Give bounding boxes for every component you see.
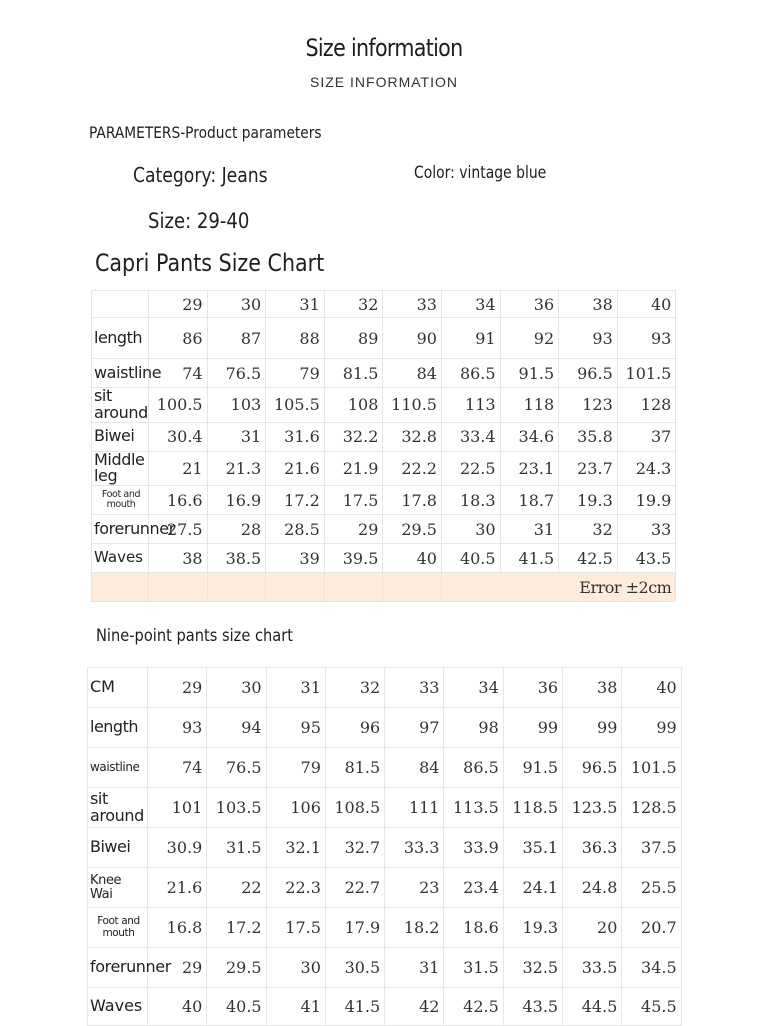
table-row <box>88 828 682 868</box>
table-cell: 91.5 <box>500 359 559 388</box>
table-cell: 22 <box>207 868 266 908</box>
table-cell: 32.2 <box>324 422 383 451</box>
table-cell: 84 <box>385 748 444 788</box>
table-cell: 31.5 <box>207 828 266 868</box>
table-cell: 32 <box>559 515 618 544</box>
table-cell: 103.5 <box>207 788 266 828</box>
size-header: 30 <box>207 668 266 708</box>
table-cell: 32.8 <box>383 422 442 451</box>
table-cell: 91 <box>441 318 500 359</box>
error-blank-cell <box>149 573 208 602</box>
table-cell: 99 <box>563 708 622 748</box>
table-row <box>88 708 682 748</box>
table-cell: 30.5 <box>325 948 384 988</box>
row-label: length <box>92 318 149 359</box>
table-row <box>88 748 682 788</box>
row-label <box>88 908 148 948</box>
table-cell: 17.2 <box>207 908 266 948</box>
row-label-text: Foot and mouth <box>97 915 140 939</box>
table-row <box>88 988 682 1026</box>
error-blank-cell <box>324 573 383 602</box>
error-row <box>92 573 676 602</box>
table-cell: 34.6 <box>500 422 559 451</box>
table-cell: 41 <box>266 988 325 1026</box>
table-cell: 33.5 <box>563 948 622 988</box>
capri-corner-cell <box>92 291 149 318</box>
table-cell: 101.5 <box>617 359 676 388</box>
table-row <box>92 544 676 573</box>
table-cell: 118 <box>500 388 559 423</box>
table-cell: 23.4 <box>444 868 503 908</box>
table-cell: 92 <box>500 318 559 359</box>
table-cell: 21.6 <box>148 868 207 908</box>
table-cell: 17.5 <box>266 908 325 948</box>
size-header: 40 <box>617 291 676 318</box>
table-cell: 101 <box>148 788 207 828</box>
table-cell: 93 <box>617 318 676 359</box>
capri-header-row <box>92 291 676 318</box>
size-header: 32 <box>325 668 384 708</box>
table-cell: 24.1 <box>503 868 562 908</box>
table-cell: 90 <box>383 318 442 359</box>
table-cell: 42 <box>385 988 444 1026</box>
table-cell: 29 <box>148 948 207 988</box>
table-cell: 17.2 <box>266 486 325 515</box>
row-label: Waves <box>88 988 148 1026</box>
table-cell: 35.8 <box>559 422 618 451</box>
table-cell: 38 <box>149 544 208 573</box>
capri-size-table <box>91 290 676 602</box>
table-cell: 22.2 <box>383 451 442 486</box>
table-cell: 30 <box>266 948 325 988</box>
table-cell: 16.8 <box>148 908 207 948</box>
table-cell: 113.5 <box>444 788 503 828</box>
table-row <box>92 318 676 359</box>
table-cell: 17.8 <box>383 486 442 515</box>
table-cell: 37 <box>617 422 676 451</box>
table-cell: 113 <box>441 388 500 423</box>
table-cell: 76.5 <box>207 748 266 788</box>
table-cell: 81.5 <box>325 748 384 788</box>
table-cell: 110.5 <box>383 388 442 423</box>
size-header: 36 <box>500 291 559 318</box>
table-cell: 36.3 <box>563 828 622 868</box>
table-cell: 17.9 <box>325 908 384 948</box>
table-cell: 44.5 <box>563 988 622 1026</box>
table-cell: 42.5 <box>559 544 618 573</box>
table-cell: 31.6 <box>266 422 325 451</box>
table-cell: 16.6 <box>149 486 208 515</box>
table-cell: 29.5 <box>207 948 266 988</box>
table-cell: 20.7 <box>622 908 681 948</box>
table-cell: 33.3 <box>385 828 444 868</box>
table-cell: 79 <box>266 748 325 788</box>
table-cell: 23.1 <box>500 451 559 486</box>
row-label: forerunner <box>92 515 149 544</box>
size-header: 32 <box>324 291 383 318</box>
table-cell: 41.5 <box>500 544 559 573</box>
table-cell: 33.4 <box>441 422 500 451</box>
table-cell: 95 <box>266 708 325 748</box>
error-blank-cell <box>207 573 266 602</box>
table-cell: 118.5 <box>503 788 562 828</box>
table-cell: 99 <box>622 708 681 748</box>
table-cell: 32.7 <box>325 828 384 868</box>
table-cell: 97 <box>385 708 444 748</box>
table-cell: 29 <box>324 515 383 544</box>
row-label: waistline <box>88 748 148 788</box>
table-row <box>88 868 682 908</box>
capri-chart-title: Capri Pants Size Chart <box>95 249 325 277</box>
table-cell: 30.4 <box>149 422 208 451</box>
category-label: Category: Jeans <box>133 163 268 187</box>
error-blank-cell <box>92 573 149 602</box>
table-cell: 20 <box>563 908 622 948</box>
table-cell: 76.5 <box>207 359 266 388</box>
table-cell: 31 <box>385 948 444 988</box>
table-cell: 40.5 <box>441 544 500 573</box>
table-cell: 35.1 <box>503 828 562 868</box>
table-cell: 24.8 <box>563 868 622 908</box>
table-cell: 18.3 <box>441 486 500 515</box>
table-cell: 96.5 <box>563 748 622 788</box>
table-cell: 31 <box>207 422 266 451</box>
table-cell: 39.5 <box>324 544 383 573</box>
table-row <box>92 388 676 423</box>
table-cell: 19.3 <box>559 486 618 515</box>
nine-point-size-table <box>87 667 682 1026</box>
table-cell: 21.6 <box>266 451 325 486</box>
table-cell: 99 <box>503 708 562 748</box>
row-label: Biwei <box>88 828 148 868</box>
table-cell: 30 <box>441 515 500 544</box>
table-cell: 86 <box>149 318 208 359</box>
table-cell: 108.5 <box>325 788 384 828</box>
size-header: 40 <box>622 668 681 708</box>
table-cell: 40 <box>383 544 442 573</box>
table-row <box>92 451 676 486</box>
nine-point-chart-title: Nine-point pants size chart <box>96 626 293 646</box>
table-cell: 106 <box>266 788 325 828</box>
table-cell: 41.5 <box>325 988 384 1026</box>
table-cell: 23 <box>385 868 444 908</box>
table-cell: 18.7 <box>500 486 559 515</box>
table-cell: 128 <box>617 388 676 423</box>
error-blank-cell <box>383 573 442 602</box>
page-subtitle: SIZE INFORMATION <box>310 74 458 90</box>
table-cell: 28 <box>207 515 266 544</box>
row-label: sit around <box>92 388 149 423</box>
size-header: 29 <box>149 291 208 318</box>
table-cell: 43.5 <box>617 544 676 573</box>
table-cell: 42.5 <box>444 988 503 1026</box>
table-cell: 86.5 <box>441 359 500 388</box>
table-cell: 74 <box>149 359 208 388</box>
table-cell: 28.5 <box>266 515 325 544</box>
table-cell: 93 <box>559 318 618 359</box>
size-header: 29 <box>148 668 207 708</box>
table-cell: 96.5 <box>559 359 618 388</box>
table-row <box>92 486 676 515</box>
row-label-text: Foot and mouth <box>101 489 141 511</box>
table-cell: 89 <box>324 318 383 359</box>
table-cell: 40.5 <box>207 988 266 1026</box>
error-note: Error ±2cm <box>441 573 675 602</box>
size-header: 34 <box>444 668 503 708</box>
page-title: Size information <box>305 34 463 62</box>
size-header: 34 <box>441 291 500 318</box>
table-cell: 31.5 <box>444 948 503 988</box>
nine-header-row <box>88 668 682 708</box>
error-blank-cell <box>266 573 325 602</box>
table-cell: 43.5 <box>503 988 562 1026</box>
table-cell: 128.5 <box>622 788 681 828</box>
table-cell: 32.1 <box>266 828 325 868</box>
size-header: 38 <box>559 291 618 318</box>
row-label: forerunner <box>88 948 148 988</box>
row-label: waistline <box>92 359 149 388</box>
row-label: sit around <box>88 788 148 828</box>
table-row <box>88 788 682 828</box>
table-cell: 38.5 <box>207 544 266 573</box>
table-cell: 91.5 <box>503 748 562 788</box>
table-cell: 19.3 <box>503 908 562 948</box>
table-cell: 105.5 <box>266 388 325 423</box>
table-cell: 93 <box>148 708 207 748</box>
table-cell: 21.9 <box>324 451 383 486</box>
row-label: Middle leg <box>92 451 149 486</box>
row-label <box>92 486 149 515</box>
table-cell: 123 <box>559 388 618 423</box>
table-cell: 79 <box>266 359 325 388</box>
table-cell: 25.5 <box>622 868 681 908</box>
table-cell: 40 <box>148 988 207 1026</box>
table-cell: 22.5 <box>441 451 500 486</box>
table-cell: 21 <box>149 451 208 486</box>
row-label: Knee Wai <box>88 868 148 908</box>
table-cell: 33.9 <box>444 828 503 868</box>
size-header: 33 <box>385 668 444 708</box>
table-cell: 27.5 <box>149 515 208 544</box>
table-cell: 45.5 <box>622 988 681 1026</box>
size-header: 30 <box>207 291 266 318</box>
size-header: 33 <box>383 291 442 318</box>
table-cell: 37.5 <box>622 828 681 868</box>
table-cell: 96 <box>325 708 384 748</box>
table-cell: 22.7 <box>325 868 384 908</box>
table-cell: 74 <box>148 748 207 788</box>
row-label: Waves <box>92 544 149 573</box>
table-cell: 98 <box>444 708 503 748</box>
table-cell: 34.5 <box>622 948 681 988</box>
table-row <box>88 948 682 988</box>
table-cell: 86.5 <box>444 748 503 788</box>
table-cell: 32.5 <box>503 948 562 988</box>
table-cell: 87 <box>207 318 266 359</box>
parameters-heading: PARAMETERS-Product parameters <box>89 123 322 142</box>
table-cell: 18.6 <box>444 908 503 948</box>
table-cell: 39 <box>266 544 325 573</box>
table-cell: 81.5 <box>324 359 383 388</box>
size-label: Size: 29-40 <box>148 209 250 233</box>
table-cell: 30.9 <box>148 828 207 868</box>
table-cell: 103 <box>207 388 266 423</box>
table-cell: 18.2 <box>385 908 444 948</box>
table-row <box>92 422 676 451</box>
table-cell: 100.5 <box>149 388 208 423</box>
table-cell: 33 <box>617 515 676 544</box>
table-cell: 108 <box>324 388 383 423</box>
table-cell: 88 <box>266 318 325 359</box>
table-row <box>92 359 676 388</box>
table-cell: 123.5 <box>563 788 622 828</box>
color-label: Color: vintage blue <box>414 163 547 183</box>
table-cell: 16.9 <box>207 486 266 515</box>
table-cell: 22.3 <box>266 868 325 908</box>
size-header: 36 <box>503 668 562 708</box>
table-cell: 111 <box>385 788 444 828</box>
table-cell: 21.3 <box>207 451 266 486</box>
table-cell: 31 <box>500 515 559 544</box>
size-header: 31 <box>266 291 325 318</box>
row-label: length <box>88 708 148 748</box>
row-label: Biwei <box>92 422 149 451</box>
table-cell: 29.5 <box>383 515 442 544</box>
unit-label: CM <box>88 668 148 708</box>
size-header: 38 <box>563 668 622 708</box>
table-row <box>88 908 682 948</box>
size-header: 31 <box>266 668 325 708</box>
table-cell: 84 <box>383 359 442 388</box>
table-cell: 17.5 <box>324 486 383 515</box>
table-cell: 101.5 <box>622 748 681 788</box>
table-row <box>92 515 676 544</box>
table-cell: 94 <box>207 708 266 748</box>
table-cell: 19.9 <box>617 486 676 515</box>
table-cell: 24.3 <box>617 451 676 486</box>
table-cell: 23.7 <box>559 451 618 486</box>
